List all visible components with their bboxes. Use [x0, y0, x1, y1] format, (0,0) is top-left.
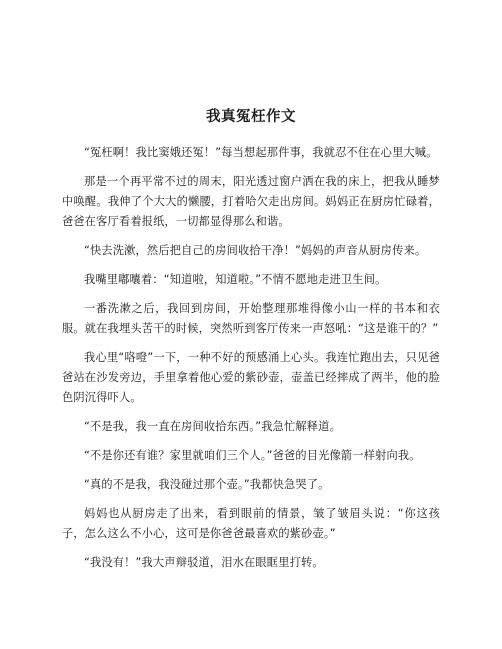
paragraph: “真的不是我，我没碰过那个壶。”我都快急哭了。 — [84, 478, 330, 491]
paragraph: “我没有！”我大声辩驳道，泪水在眼眶里打转。 — [84, 556, 324, 569]
paragraph: 一番洗漱之后，我回到房间，开始整理那堆得像小山一样的书本和衣服。就在我埋头苦干的时候，突然听到客厅传来一声怒吼：“这是谁干的？” — [62, 302, 440, 335]
document-body — [62, 143, 440, 582]
paragraph: 我心里“咯噔”一下，一种不好的预感涌上心头。我连忙跑出去，只见爸爸站在沙发旁边，手里拿着他心爱的紫砂壶，壶盖已经摔成了两半，他的脸色阴沉得吓人。 — [62, 351, 440, 404]
document-title: 我真冤枉作文 — [206, 109, 296, 125]
paragraph: “快去洗漱，然后把自己的房间收拾干净！”妈妈的声音从厨房传来。 — [84, 244, 427, 257]
paragraph: “不是我，我一直在房间收拾东西。”我急忙解释道。 — [84, 420, 341, 433]
paragraph: “冤枉啊！我比窦娥还冤！”每当想起那件事，我就忍不住在心里大喊。 — [84, 146, 438, 159]
paragraph: 那是一个再平常不过的周末，阳光透过窗户洒在我的床上，把我从睡梦中唤醒。我伸了个大大的懒腰，打着哈欠走出房间。妈妈正在厨房忙碌着，爸爸在客厅看着报纸，一切都显得那么和谐。 — [62, 175, 440, 228]
paragraph: 我嘴里嘟囔着：“知道啦，知道啦。”不情不愿地走进卫生间。 — [84, 273, 387, 286]
paragraph: 妈妈也从厨房走了出来，看到眼前的情景，皱了皱眉头说：“你这孩子，怎么这么不小心，这可是你爸爸最喜欢的紫砂壶。” — [62, 507, 440, 540]
paragraph: “不是你还有谁？家里就咱们三个人。”爸爸的目光像箭一样射向我。 — [84, 449, 421, 462]
